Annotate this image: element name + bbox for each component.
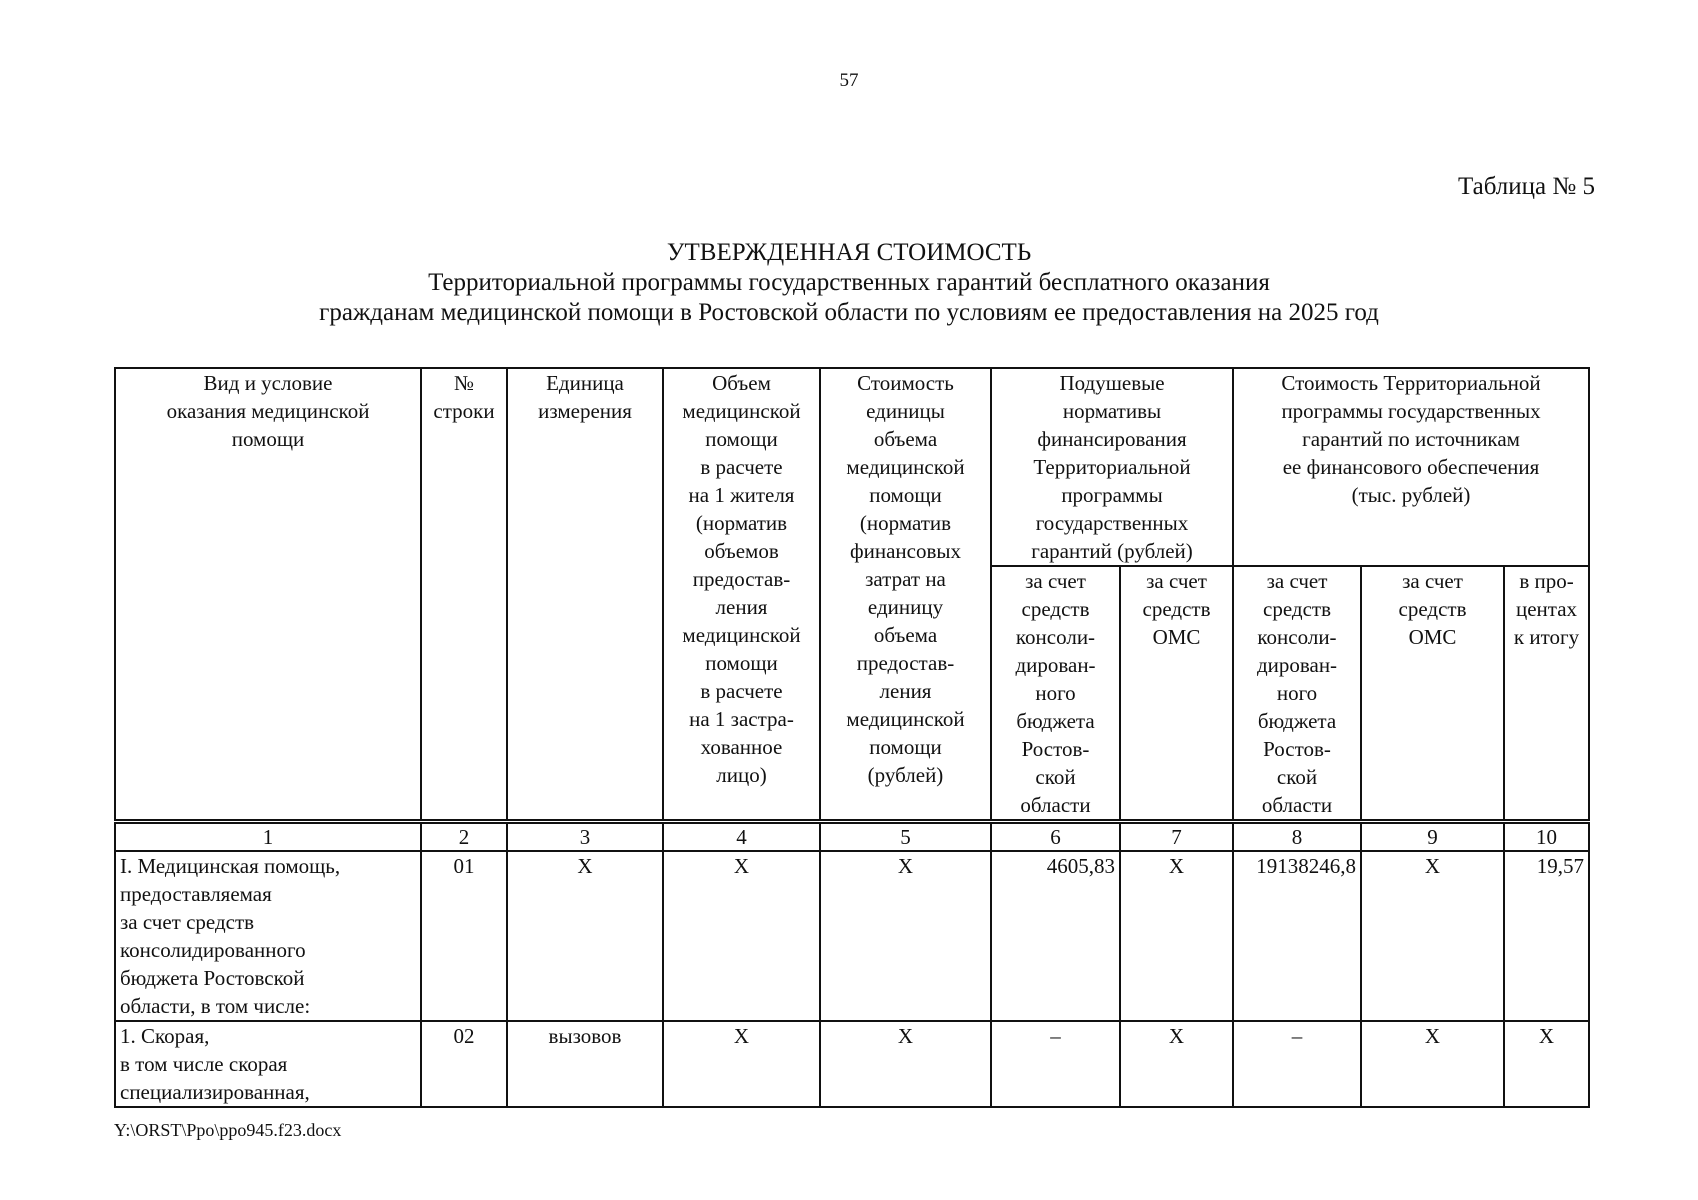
row-per-capita-oms: Х (1120, 851, 1233, 1021)
column-number: 3 (507, 822, 663, 852)
row-percent: Х (1504, 1021, 1589, 1107)
header-unit-cost: Стоимость единицы объема медицинской помощи (норматив финансовых затрат на единицу объема предостав- ления медицинской помощи (рублей) (820, 368, 991, 822)
row-per-capita-budget: – (991, 1021, 1120, 1107)
row-name: 1. Скорая, в том числе скорая специализированная, (115, 1021, 421, 1107)
header-per-capita-oms: за счет средств ОМС (1120, 566, 1233, 822)
table-row (115, 851, 1589, 1021)
title-line-1: УТВЕРЖДЕННАЯ СТОИМОСТЬ (666, 239, 1032, 266)
row-unit-cost: Х (820, 1021, 991, 1107)
title-line-3: гражданам медицинской помощи в Ростовской области по условиям ее предоставления на 2025 год (319, 299, 1379, 326)
header-cost-budget: за счет средств консоли- дирован- ного бюджета Ростов- ской области (1233, 566, 1361, 822)
row-line-number: 02 (421, 1021, 507, 1107)
row-name: I. Медицинская помощь, предоставляемая за счет средств консолидированного бюджета Ростовской области, в том числе: (115, 851, 421, 1021)
row-cost-budget: – (1233, 1021, 1361, 1107)
column-number: 4 (663, 822, 820, 852)
header-volume: Объем медицинской помощи в расчете на 1 жителя (норматив объемов предостав- ления медицинской помощи в расчете на 1 застра- хованное лицо) (663, 368, 820, 822)
column-number-row (115, 822, 1589, 852)
row-line-number: 01 (421, 851, 507, 1021)
title-line-2: Территориальной программы государственных гарантий бесплатного оказания (428, 269, 1270, 296)
page-number: 57 (839, 70, 859, 91)
row-unit: вызовов (507, 1021, 663, 1107)
column-number: 6 (991, 822, 1120, 852)
header-percent: в про- центах к итогу (1504, 566, 1589, 822)
header-cost-oms: за счет средств ОМС (1361, 566, 1504, 822)
header-line-number: № строки (421, 368, 507, 822)
row-cost-oms: Х (1361, 1021, 1504, 1107)
header-program-cost-group: Стоимость Территориальной программы государственных гарантий по источникам ее финансового обеспечения (тыс. рублей) (1233, 368, 1589, 566)
row-percent: 19,57 (1504, 851, 1589, 1021)
row-volume: Х (663, 851, 820, 1021)
cost-table (114, 367, 1590, 1108)
header-unit: Единица измерения (507, 368, 663, 822)
table-row (115, 1021, 1589, 1107)
row-per-capita-oms: Х (1120, 1021, 1233, 1107)
table-header-row-1 (115, 368, 1589, 566)
table-caption: Таблица № 5 (1457, 173, 1595, 200)
row-cost-budget: 19138246,8 (1233, 851, 1361, 1021)
column-number: 9 (1361, 822, 1504, 852)
file-path-footer: Y:\ORST\Ppo\ppo945.f23.docx (114, 1120, 342, 1140)
row-volume: Х (663, 1021, 820, 1107)
row-unit-cost: Х (820, 851, 991, 1021)
column-number: 10 (1504, 822, 1589, 852)
header-per-capita-budget: за счет средств консоли- дирован- ного бюджета Ростов- ской области (991, 566, 1120, 822)
column-number: 7 (1120, 822, 1233, 852)
header-type-and-condition: Вид и условие оказания медицинской помощи (115, 368, 421, 822)
row-cost-oms: Х (1361, 851, 1504, 1021)
document-title (0, 238, 1698, 328)
column-number: 5 (820, 822, 991, 852)
column-number: 1 (115, 822, 421, 852)
header-per-capita-group: Подушевые нормативы финансирования Территориальной программы государственных гарантий (рублей) (991, 368, 1233, 566)
row-unit: Х (507, 851, 663, 1021)
column-number: 8 (1233, 822, 1361, 852)
column-number: 2 (421, 822, 507, 852)
row-per-capita-budget: 4605,83 (991, 851, 1120, 1021)
